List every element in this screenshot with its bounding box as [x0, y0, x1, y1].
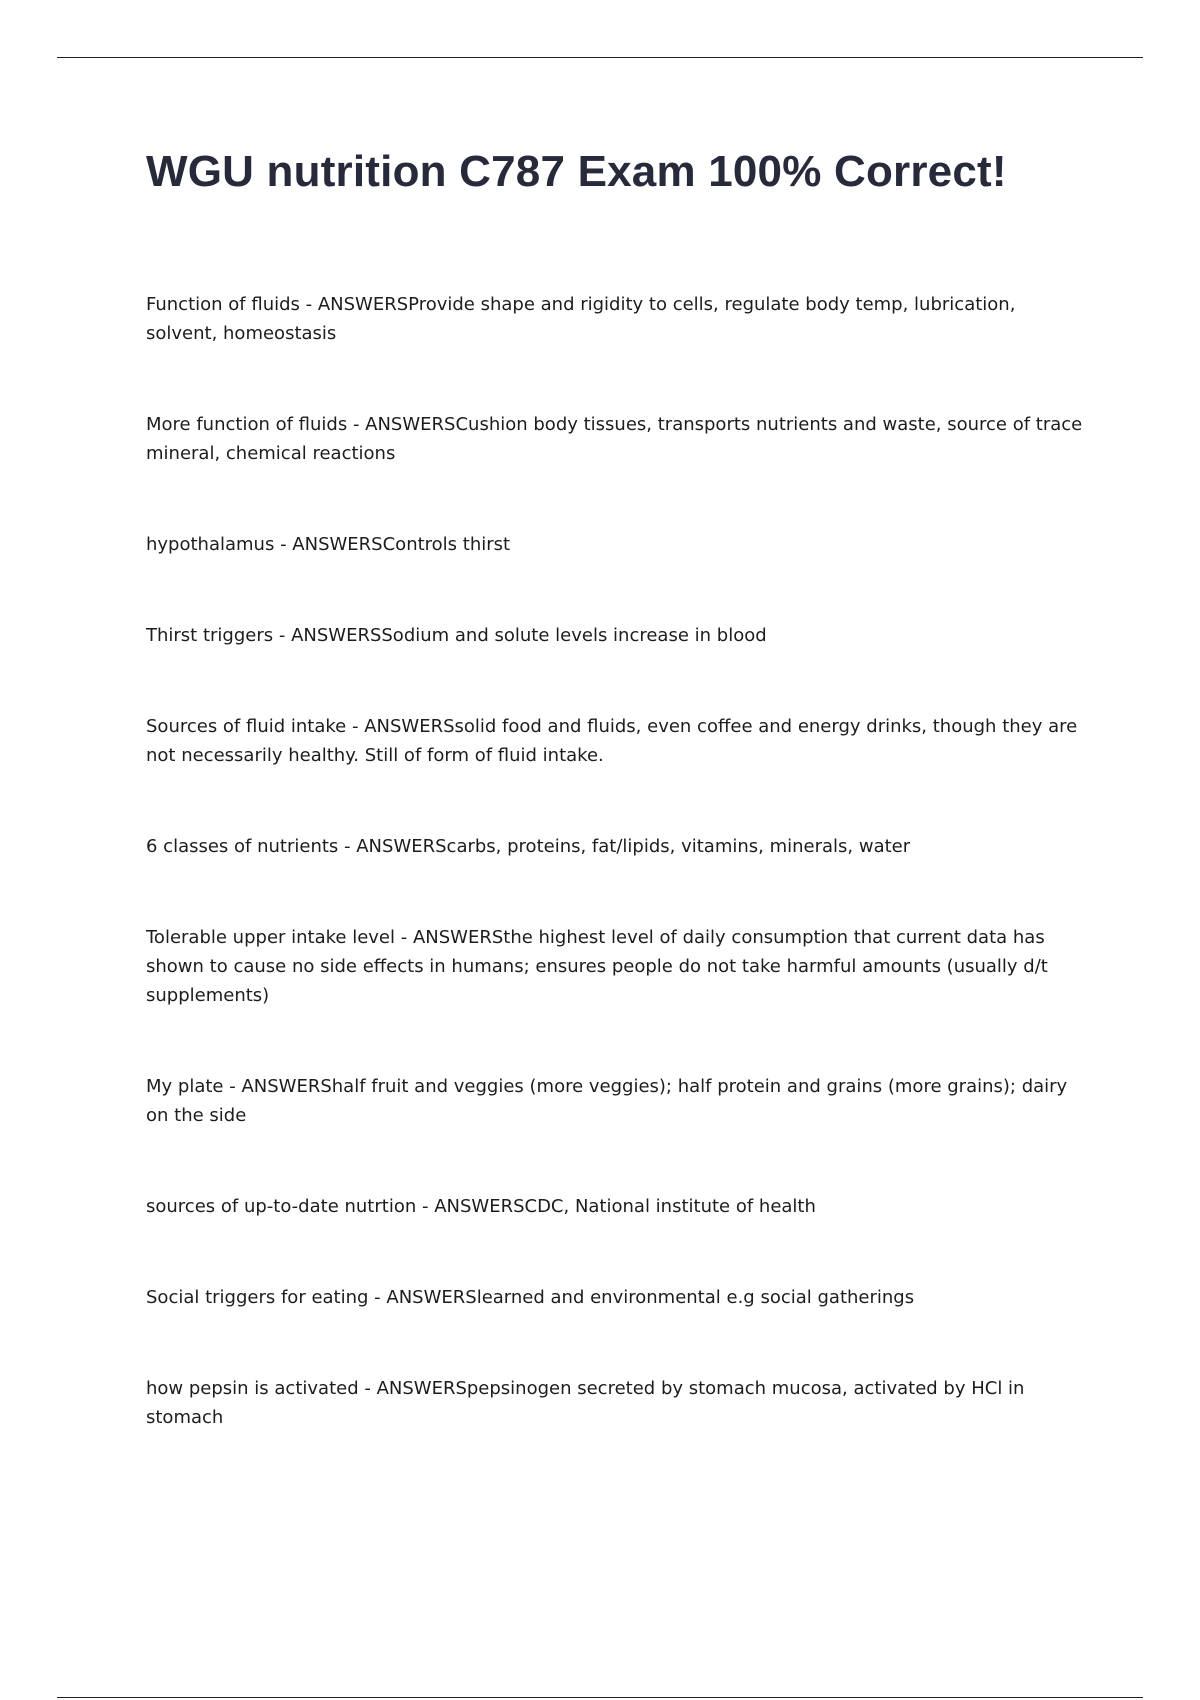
card-term: More function of fluids	[146, 414, 348, 435]
card-term: My plate	[146, 1076, 224, 1097]
flashcard-item	[146, 410, 1086, 468]
card-term: how pepsin is activated	[146, 1378, 359, 1399]
card-definition: carbs, proteins, fat/lipids, vitamins, minerals, water	[446, 836, 911, 857]
card-definition: Provide shape and rigidity to cells, regulate body temp, lubrication, solvent, homeostasis	[146, 294, 1016, 344]
card-definition: solid food and fluids, even coffee and energy drinks, though they are not necessarily healthy. Still of form of fluid intake.	[146, 716, 1078, 766]
card-definition: pepsinogen secreted by stomach mucosa, activated by HCl in stomach	[146, 1378, 1025, 1428]
answer-separator: - ANSWERS	[346, 716, 455, 737]
card-term: Sources of fluid intake	[146, 716, 347, 737]
card-term: Function of fluids	[146, 294, 300, 315]
answer-separator: - ANSWERS	[358, 1378, 467, 1399]
card-definition: learned and environmental e.g social gatherings	[476, 1287, 915, 1308]
flashcard-item	[146, 1192, 1086, 1221]
card-term: Social triggers for eating	[146, 1287, 369, 1308]
answer-separator: - ANSWERS	[273, 625, 382, 646]
card-definition: Sodium and solute levels increase in blood	[381, 625, 767, 646]
flashcard-list	[146, 290, 1086, 1494]
answer-separator: - ANSWERS	[416, 1196, 525, 1217]
card-definition: CDC, National institute of health	[524, 1196, 816, 1217]
card-term: 6 classes of nutrients	[146, 836, 339, 857]
card-definition: Cushion body tissues, transports nutrients and waste, source of trace mineral, chemical reactions	[146, 414, 1083, 464]
document-body	[146, 140, 1086, 1428]
card-definition: the highest level of daily consumption that current data has shown to cause no side effects in humans; ensures people do not take harmful amounts (usually d/t supplements)	[146, 927, 1048, 1006]
answer-separator: - ANSWERS	[299, 294, 409, 315]
card-term: Thirst triggers	[146, 625, 274, 646]
top-rule	[57, 57, 1143, 58]
answer-separator: - ANSWERS	[368, 1287, 477, 1308]
answer-separator: - ANSWERS	[395, 927, 504, 948]
flashcard-item	[146, 832, 1086, 861]
answer-separator: - ANSWERS	[223, 1076, 332, 1097]
answer-separator: - ANSWERS	[338, 836, 447, 857]
flashcard-item	[146, 1374, 1086, 1432]
bottom-rule	[57, 1697, 1143, 1698]
card-term: Tolerable upper intake level	[146, 927, 396, 948]
document-title: WGU nutrition C787 Exam 100% Correct!	[146, 147, 1007, 196]
card-term: sources of up-to-date nutrtion	[146, 1196, 417, 1217]
flashcard-item	[146, 621, 1086, 650]
flashcard-item	[146, 1283, 1086, 1312]
flashcard-item	[146, 530, 1086, 559]
card-definition: Controls thirst	[382, 534, 511, 555]
flashcard-item	[146, 712, 1086, 770]
answer-separator: - ANSWERS	[347, 414, 456, 435]
card-term: hypothalamus	[146, 534, 275, 555]
flashcard-item	[146, 923, 1086, 1010]
answer-separator: - ANSWERS	[274, 534, 383, 555]
flashcard-item	[146, 1072, 1086, 1130]
flashcard-item	[146, 290, 1086, 348]
card-definition: half fruit and veggies (more veggies); half protein and grains (more grains); dairy on the side	[146, 1076, 1068, 1126]
